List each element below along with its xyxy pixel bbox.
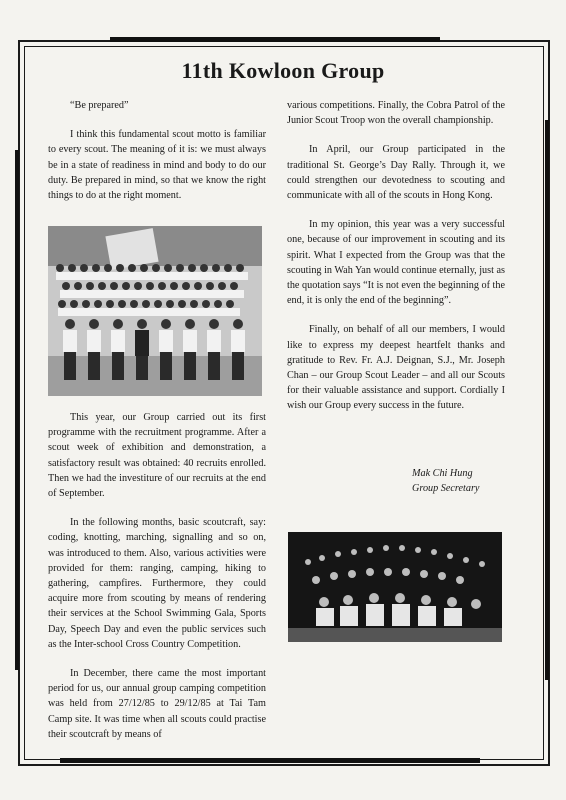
left-column-top — [48, 98, 266, 203]
paragraph: This year, our Group carried out its first programme with the recruitment programme. After a scout week of exhibition and demonstration, a satisfactory result was obtained: 40 recruits enrolled. Then we had the investiture of our recruits at the end of September. — [48, 412, 266, 500]
campfire-photo-image — [288, 532, 502, 642]
paragraph: various competitions. Finally, the Cobra Patrol of the Junior Scout Troop won the overall championship. — [287, 100, 505, 127]
author-name: Mak Chi Hung — [412, 468, 473, 479]
campfire-photo — [288, 532, 502, 642]
paragraph: I think this fundamental scout motto is familiar to every scout. The meaning of it is: we must always be in a state of readiness in mind and body to do our duty. Be prepared in mind, so that we know the right things to do at the right moment. — [48, 129, 266, 202]
right-column — [287, 98, 505, 414]
left-column-bottom — [48, 410, 266, 742]
page-title: 11th Kowloon Group — [181, 58, 385, 83]
paragraph: In the following months, basic scoutcraft, say: coding, knotting, marching, signalling and so on, was introduced to them. Also, various activities were provided for them: ranging, camping, hiking to gathering, campfires. Furthermore, they could acquire more from scouting by means of rendering their services at the School Swimming Gala, Sports Day, Speech Day and even the public services such as the Inter-school Cross Country Competition. — [48, 517, 266, 650]
frame-decoration-left — [15, 150, 19, 670]
paragraph: Finally, on behalf of all our members, I would like to express my deepest heartfelt thanks and gratitude to Rev. Fr. A.J. Deignan, S.J., Mr. Joseph Chan – our Group Scout Leader – and all our Scouts for their valuable assistance and support. Cordially I wish our Group every success in the future. — [287, 324, 505, 412]
author-title: Group Secretary — [412, 483, 480, 494]
paragraph: In December, there came the most important period for us, our annual group camping competition was held from 27/12/85 to 29/12/85 at Tai Tam Camp site. It was time when all scouts could practise their scoutcraft by means of — [48, 668, 266, 740]
frame-decoration-bottom — [60, 758, 480, 763]
group-photo — [48, 226, 262, 396]
motto-quote: “Be prepared” — [70, 100, 129, 111]
group-photo-image — [48, 226, 262, 396]
frame-decoration-right — [545, 120, 549, 680]
author-signature — [412, 466, 479, 496]
frame-decoration-top — [110, 37, 440, 42]
paragraph: In my opinion, this year was a very successful one, because of our improvement in scouting and its spirit. What I expected from the Group was that the scouting in Wah Yan would continue eternally, just as the quotation says “It is not even the beginning of the end, it is only the end of the beginning”. — [287, 219, 505, 307]
paragraph: In April, our Group participated in the traditional St. George’s Day Rally. Through it, we could strengthen our devotedness to scouting and communicate with all of the scouts in Hong Kong. — [287, 144, 505, 202]
